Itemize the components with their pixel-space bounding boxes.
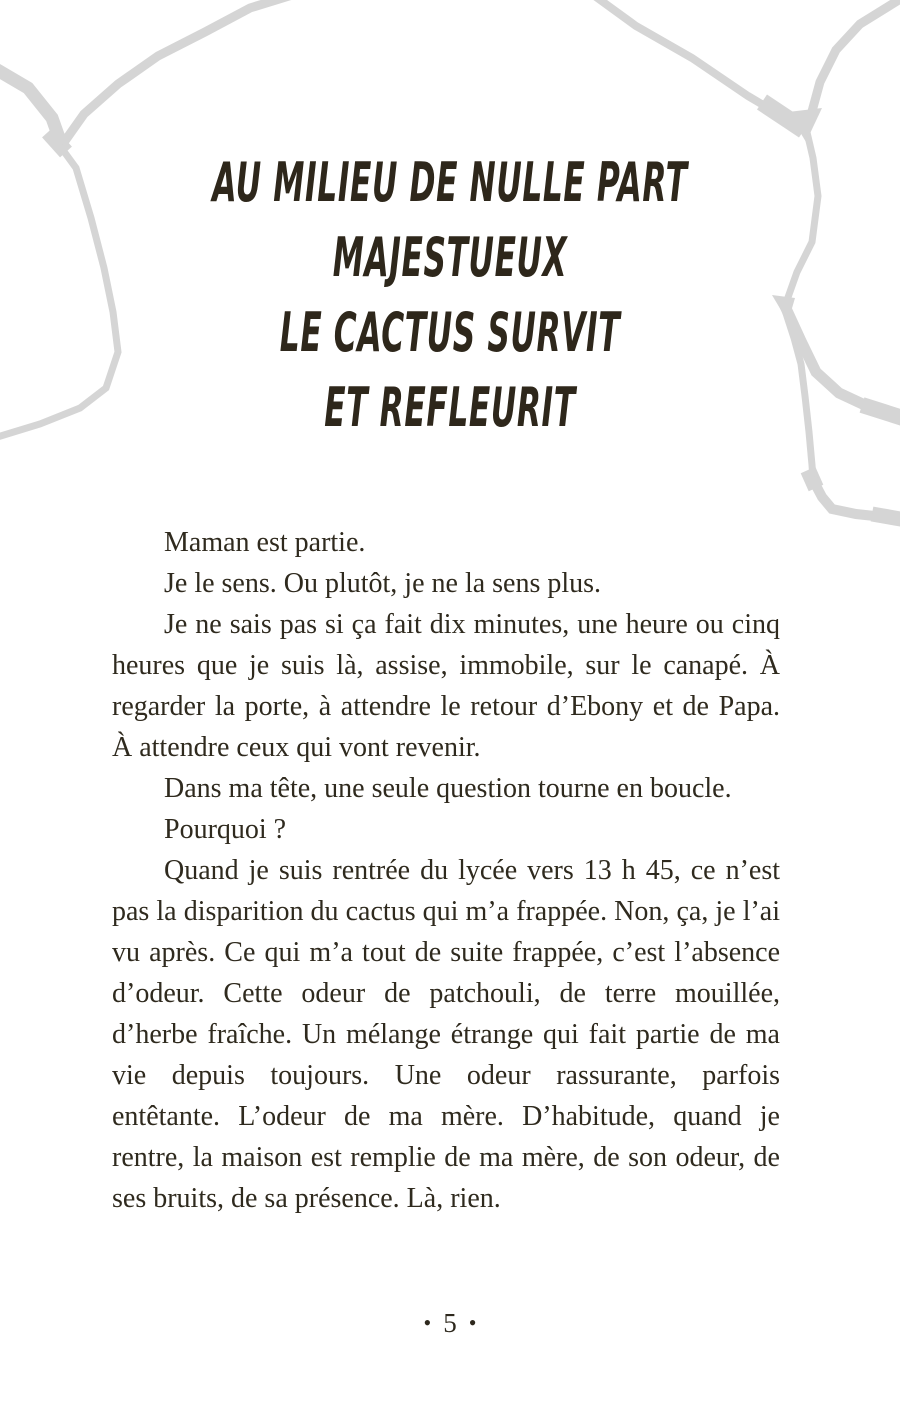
crack-junction [788,108,822,142]
crack-line [812,478,900,519]
paragraph-4: Dans ma tête, une seule question tourne en boucle. [164,773,732,804]
page-footer [0,1306,900,1340]
crack-line [762,102,804,130]
paragraph-3: Je ne sais pas si ça fait dix minutes, une heure ou cinq heures que je suis là, assise, immobile, sur le canapé. À regarder la porte, à attendre le retour d’Ebony et de Papa. À attendre ceux qui vont revenir. [112,609,780,763]
paragraph-1: Maman est partie. [164,527,366,558]
haiku-line-2: MAJESTUEUX [332,226,568,289]
haiku-line-1: AU MILIEU DE NULLE PART [212,151,688,214]
paragraph-5: Pourquoi ? [164,814,287,845]
crack-line [808,0,900,126]
paragraph-2: Je le sens. Ou plutôt, je ne la sens plus. [164,568,602,599]
crack-line [592,0,802,128]
page-number: 5 [443,1308,457,1338]
crack-line [808,470,816,488]
footer-dot-left: • [423,1310,432,1335]
haiku-line-4: ET REFLEURIT [324,376,576,439]
crack-line [0,68,62,146]
footer-dot-right: • [468,1310,477,1335]
crack-line [60,0,302,148]
chapter-heading-haiku [0,145,900,445]
paragraph-6: Quand je suis rentrée du lycée vers 13 h 45, ce n’est pas la disparition du cactus qui m’a frappée. Non, ça, je l’ai vu après. Ce qui m’a tout de suite frappée, c’est l’absence d’odeur. Cette odeur de patchouli, de terre mouillée, d’herbe fraîche. Un mélange étrange qui fait partie de ma vie depuis toujours. Une odeur rassurante, parfois entêtante. L’odeur de ma mère. D’habitude, quand je rentre, la maison est remplie de ma mère, de son odeur, de ses bruits, de sa présence. Là, rien. [112,855,780,1214]
haiku-line-3: LE CACTUS SURVIT [279,301,621,364]
crack-line [872,514,900,520]
body-text [112,522,780,1219]
